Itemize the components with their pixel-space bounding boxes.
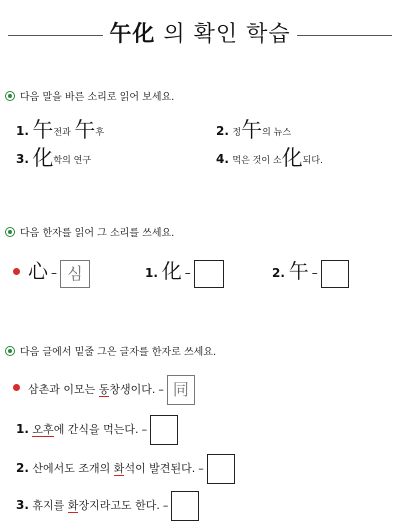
- section3-item-3: 3. 휴지를 화장지라고도 한다. –: [16, 490, 199, 521]
- example-answer-box: 심: [60, 260, 90, 288]
- answer-box[interactable]: [321, 260, 349, 288]
- bullet-circle-icon: [5, 91, 15, 101]
- section1-item-1: 1. 午전과 午후: [16, 118, 105, 142]
- example-dot-icon: [13, 268, 20, 275]
- section2-instruction: 다음 한자를 읽어 그 소리를 쓰세요.: [5, 227, 174, 241]
- answer-box[interactable]: [150, 415, 178, 445]
- section3-item-2: 2. 산에서도 조개의 화석이 발견된다. –: [16, 453, 235, 484]
- underlined-word: 화: [67, 499, 79, 512]
- answer-box[interactable]: [171, 491, 199, 521]
- title-text: 의 확인 학습: [163, 22, 291, 47]
- bullet-circle-icon: [5, 227, 15, 237]
- underlined-word: 화: [113, 462, 125, 475]
- section1-item-4: 4. 먹은 것이 소化되다.: [216, 146, 323, 170]
- title-hanja: 午化: [109, 22, 156, 47]
- section1-item-2: 2. 정午의 뉴스: [216, 118, 292, 142]
- section3-item-1: 1. 오후에 간식을 먹는다. –: [16, 414, 178, 445]
- section2-item-1: 1. 化 –: [145, 257, 224, 285]
- title-bar: [8, 18, 392, 52]
- example-dot-icon: [13, 384, 20, 391]
- section1-item-3: 3. 化학의 연구: [16, 146, 92, 170]
- bullet-circle-icon: [5, 346, 15, 356]
- example-answer-box: 同: [167, 375, 195, 405]
- underlined-word: 오후: [32, 423, 54, 436]
- answer-box[interactable]: [194, 260, 224, 288]
- section2-item-2: 2. 午 –: [272, 257, 349, 285]
- underlined-word: 동: [98, 383, 110, 396]
- section3-example: 삼촌과 이모는 동창생이다. – 同: [13, 375, 195, 405]
- section2-example: 心 – 심: [13, 257, 90, 285]
- section1-instruction: 다음 말을 바른 소리로 읽어 보세요.: [5, 91, 174, 105]
- page-title: [8, 18, 392, 52]
- answer-box[interactable]: [207, 454, 235, 484]
- section3-instruction: 다음 글에서 밑줄 그은 글자를 한자로 쓰세요.: [5, 346, 216, 360]
